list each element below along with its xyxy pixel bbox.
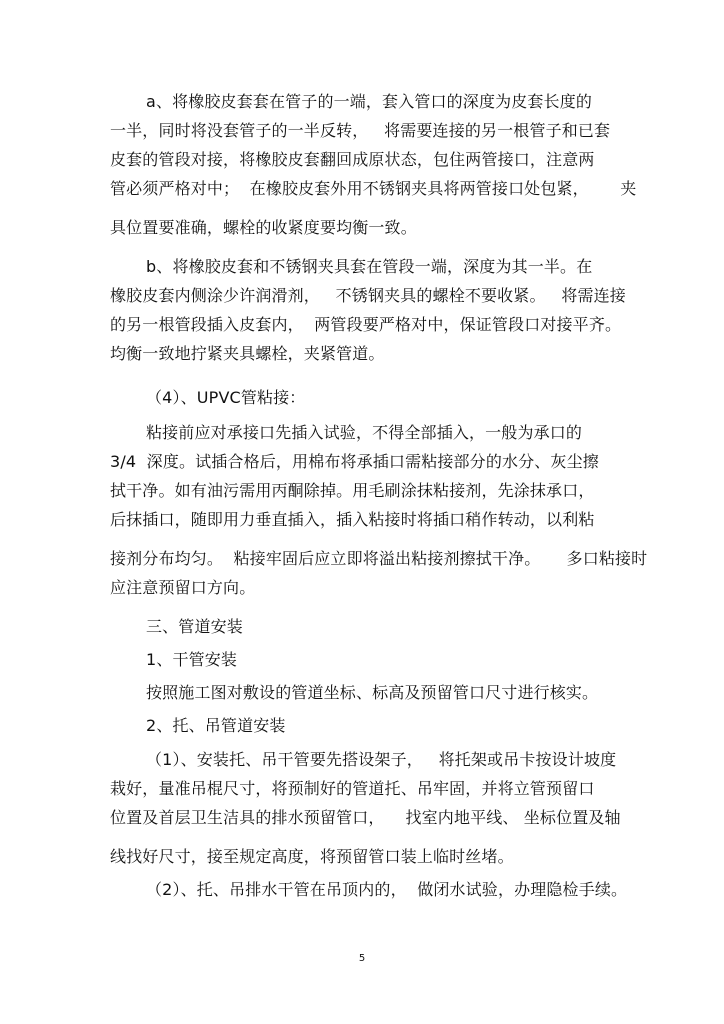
- paragraph-line: b、将橡胶皮套和不锈钢夹具套在管段一端，深度为其一半。在: [146, 257, 593, 276]
- paragraph-line: 粘接前应对承接口先插入试验，不得全部插入，一般为承口的: [146, 423, 583, 442]
- paragraph-line: 管必须严格对中； 在橡胶皮套外用不锈钢夹具将两管接口处包紧， 夹: [110, 179, 637, 198]
- paragraph-line: 3/4 深度。试插合格后，用棉布将承插口需粘接部分的水分、灰尘擦: [110, 452, 599, 471]
- paragraph-line: 拭干净。如有油污需用丙酮除掉。用毛刷涂抹粘接剂，先涂抹承口，: [110, 481, 595, 500]
- paragraph-line: 一半，同时将没套管子的一半反转， 将需要连接的另一根管子和已套: [110, 121, 611, 140]
- paragraph-line: 橡胶皮套内侧涂少许润滑剂， 不锈钢夹具的螺栓不要收紧。 将需连接: [110, 286, 626, 305]
- paragraph-line: 皮套的管段对接，将橡胶皮套翻回成原状态，包住两管接口，注意两: [110, 150, 595, 169]
- paragraph-line: 线找好尺寸，接至规定高度，将预留管口装上临时丝堵。: [110, 847, 514, 866]
- section-heading: （4）、UPVC管粘接：: [146, 388, 306, 407]
- paragraph-line: 均衡一致地拧紧夹具螺栓，夹紧管道。: [110, 344, 385, 363]
- paragraph-line: 按照施工图对敷设的管道坐标、标高及预留管口尺寸进行核实。: [146, 683, 599, 702]
- paragraph-line: （1）、安装托、吊干管要先搭设架子， 将托架或吊卡按设计坡度: [146, 750, 617, 769]
- section-heading: 三、管道安装: [146, 617, 243, 636]
- paragraph-line: 具位置要准确，螺栓的收紧度要均衡一致。: [110, 218, 417, 237]
- page-number: 5: [358, 953, 366, 964]
- paragraph-line: 位置及首层卫生洁具的排水预留管口， 找室内地平线、 坐标位置及轴: [110, 808, 621, 827]
- subsection-heading: 2、托、吊管道安装: [146, 716, 286, 735]
- paragraph-line: 栽好，量准吊棍尺寸，将预制好的管道托、吊牢固，并将立管预留口: [110, 779, 595, 798]
- paragraph-line: a、将橡胶皮套套在管子的一端，套入管口的深度为皮套长度的: [146, 92, 593, 111]
- paragraph-line: 接剂分布均匀。 粘接牢固后应立即将溢出粘接剂擦拭干净。 多口粘接时: [110, 549, 648, 568]
- subsection-heading: 1、干管安装: [146, 650, 238, 669]
- paragraph-line: （2）、托、吊排水干管在吊顶内的， 做闭水试验，办理隐检手续。: [146, 880, 628, 899]
- paragraph-line: 后抹插口，随即用力垂直插入，插入粘接时将插口稍作转动，以利粘: [110, 510, 595, 529]
- paragraph-line: 的另一根管段插入皮套内， 两管段要严格对中，保证管段口对接平齐。: [110, 315, 622, 334]
- paragraph-line: 应注意预留口方向。: [110, 578, 256, 597]
